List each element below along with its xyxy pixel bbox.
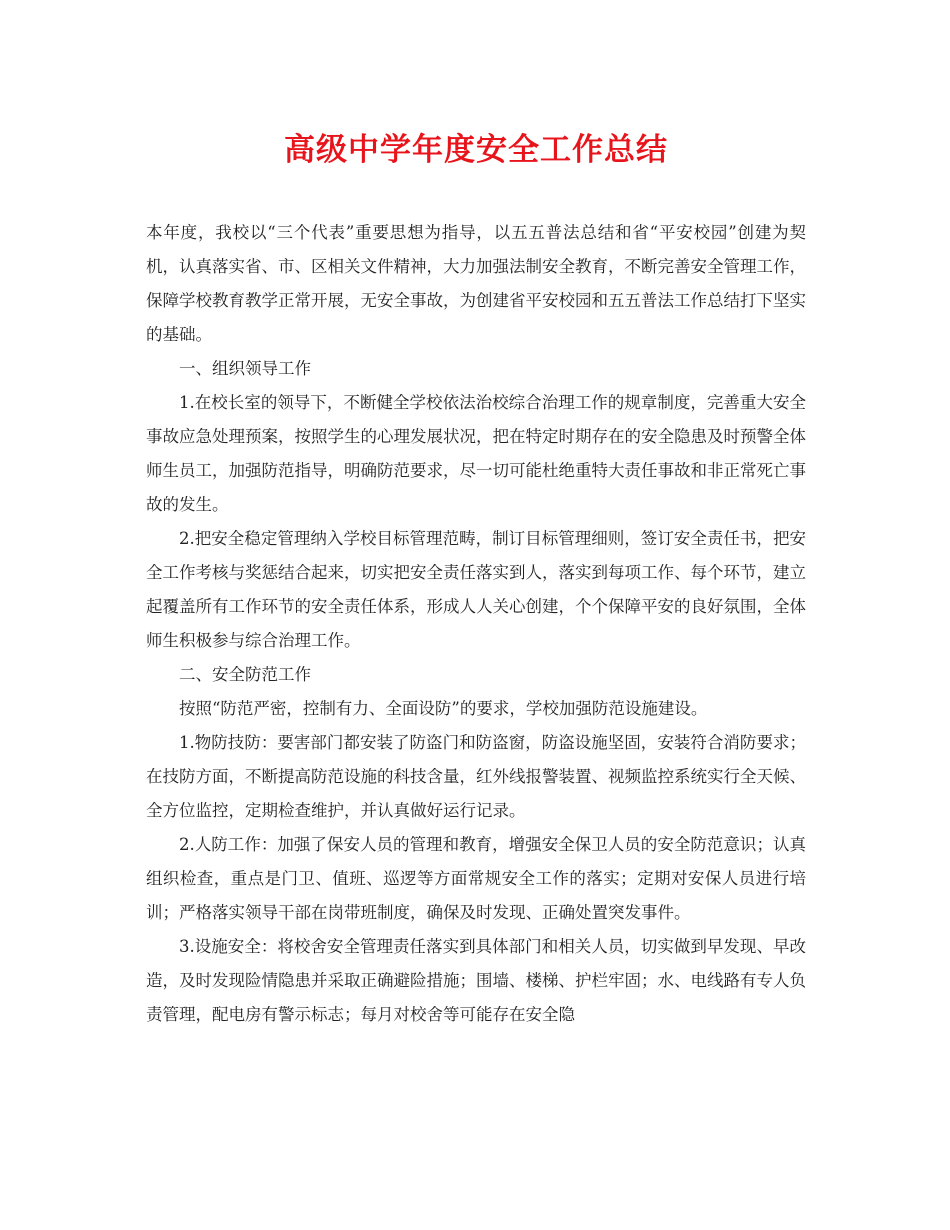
paragraph-organization-1: 1.在校长室的领导下，不断健全学校依法治校综合治理工作的规章制度，完善重大安全事故应急处理预案，按照学生的心理发展状况，把在特定时期存在的安全隐患及时预警全体师生员工，加强防范指导，明确防范要求，尽一切可能杜绝重特大责任事故和非正常死亡事故的发生。 [146,393,806,514]
section-heading-prevention: 二、安全防范工作 [179,665,311,684]
document-title: 高级中学年度安全工作总结 [284,132,668,168]
paragraph-prevention-physical: 1.物防技防：要害部门都安装了防盗门和防盗窗，防盗设施坚固，安装符合消防要求；在技防方面，不断提高防范设施的科技含量，红外线报警装置、视频监控系统实行全天候、全方位监控，定期检查维护，并认真做好运行记录。 [146,733,806,820]
paragraph-organization-2: 2.把安全稳定管理纳入学校目标管理范畴，制订目标管理细则，签订安全责任书，把安全工作考核与奖惩结合起来，切实把安全责任落实到人，落实到每项工作、每个环节，建立起覆盖所有工作环节的安全责任体系，形成人人关心创建，个个保障平安的良好氛围，全体师生积极参与综合治理工作。 [146,529,806,650]
intro-paragraph: 本年度，我校以“三个代表”重要思想为指导，以五五普法总结和省“平安校园”创建为契机，认真落实省、市、区相关文件精神，大力加强法制安全教育，不断完善安全管理工作，保障学校教育教学正常开展，无安全事故，为创建省平安校园和五五普法工作总结打下坚实的基础。 [146,223,806,344]
paragraph-prevention-intro: 按照“防范严密，控制有力、全面设防”的要求，学校加强防范设施建设。 [179,699,708,718]
document-page [146,128,806,1032]
paragraph-prevention-facilities: 3.设施安全：将校舍安全管理责任落实到具体部门和相关人员，切实做到早发现、早改造，及时发现险情隐患并采取正确避险措施；围墙、楼梯、护栏牢固；水、电线路有专人负责管理，配电房有警示标志；每月对校舍等可能存在安全隐 [146,937,806,1024]
section-heading-organization: 一、组织领导工作 [179,359,311,378]
paragraph-prevention-personnel: 2.人防工作：加强了保安人员的管理和教育，增强安全保卫人员的安全防范意识；认真组织检查，重点是门卫、值班、巡逻等方面常规安全工作的落实；定期对安保人员进行培训；严格落实领导干部在岗带班制度，确保及时发现、正确处置突发事件。 [146,835,806,922]
